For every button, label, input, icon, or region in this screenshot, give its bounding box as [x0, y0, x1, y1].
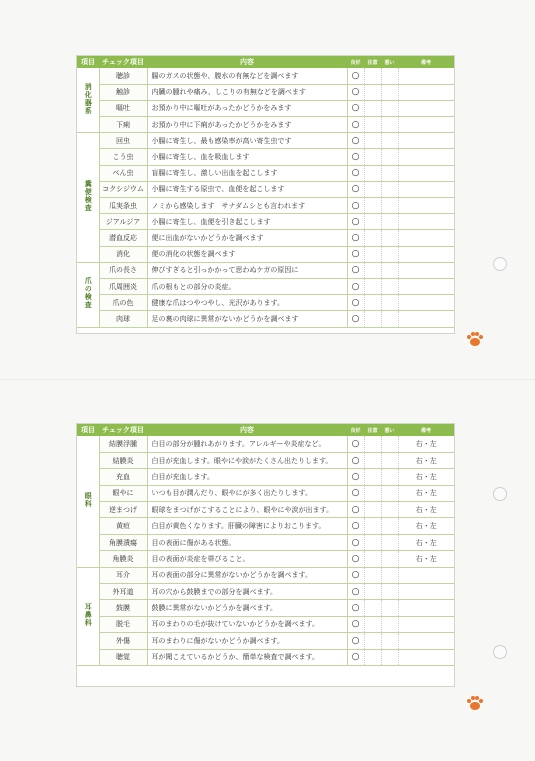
- result-bad-mark[interactable]: [381, 600, 398, 616]
- check-item-label: 外傷: [99, 633, 147, 649]
- remarks-cell[interactable]: 右・左: [398, 452, 454, 468]
- table-row: [77, 567, 454, 583]
- result-good-mark[interactable]: ○: [347, 246, 364, 262]
- result-bad-mark[interactable]: [381, 246, 398, 262]
- result-bad-mark[interactable]: [381, 165, 398, 181]
- header-caution: 注意: [364, 56, 381, 68]
- remarks-cell[interactable]: [398, 133, 454, 149]
- remarks-cell[interactable]: [398, 149, 454, 165]
- category-label: 耳鼻科: [84, 602, 93, 627]
- result-caution-mark[interactable]: [364, 600, 381, 616]
- check-item-description: 伸びすぎると引っかかって思わぬケガの原因に: [147, 262, 347, 278]
- result-good-mark[interactable]: ○: [347, 295, 364, 311]
- remarks-cell[interactable]: [398, 567, 454, 583]
- table-row: [77, 584, 454, 600]
- check-item-label: ジアルジア: [99, 214, 147, 230]
- result-good-mark[interactable]: ○: [347, 649, 364, 665]
- check-item-label: 聴覚: [99, 649, 147, 665]
- check-item-label: 耳介: [99, 567, 147, 583]
- check-item-description: お預かり中に嘔吐があったかどうかをみます: [147, 100, 347, 116]
- result-bad-mark[interactable]: [381, 469, 398, 485]
- result-caution-mark[interactable]: [364, 311, 381, 327]
- remarks-cell[interactable]: [398, 198, 454, 214]
- result-caution-mark[interactable]: [364, 633, 381, 649]
- check-item-description: 耳のまわりの毛が抜けていないかどうかを調べます。: [147, 616, 347, 632]
- result-good-mark[interactable]: ○: [347, 436, 364, 452]
- check-item-description: 便の消化の状態を調べます: [147, 246, 347, 262]
- check-item-description: 白目の部分が腫れあがります。アレルギーや炎症など。: [147, 436, 347, 452]
- remarks-cell[interactable]: [398, 165, 454, 181]
- check-item-label: 肉球: [99, 311, 147, 327]
- check-item-label: 逆まつげ: [99, 502, 147, 518]
- result-bad-mark[interactable]: [381, 567, 398, 583]
- page-fold-line: [0, 379, 535, 380]
- check-item-label: 潜血反応: [99, 230, 147, 246]
- result-bad-mark[interactable]: [381, 84, 398, 100]
- check-item-description: 耳の穴から鼓膜までの部分を調べます。: [147, 584, 347, 600]
- check-item-description: 白目が充血します。: [147, 469, 347, 485]
- check-item-label: 瓜実条虫: [99, 198, 147, 214]
- result-bad-mark[interactable]: [381, 534, 398, 550]
- check-item-description: 耳が聞こえているかどうか、簡単な検査で調べます。: [147, 649, 347, 665]
- check-item-description: 小腸に寄生する原虫で、血便を起こします: [147, 181, 347, 197]
- table-row: [77, 133, 454, 149]
- result-good-mark[interactable]: ○: [347, 133, 364, 149]
- result-good-mark[interactable]: ○: [347, 165, 364, 181]
- result-bad-mark[interactable]: [381, 214, 398, 230]
- check-item-description: 小腸に寄生し、最も感染率が高い寄生虫です: [147, 133, 347, 149]
- check-item-description: お預かり中に下痢があったかどうかをみます: [147, 117, 347, 133]
- header-good: 良好: [347, 424, 364, 436]
- table-row: [77, 149, 454, 165]
- result-caution-mark[interactable]: [364, 469, 381, 485]
- result-caution-mark[interactable]: [364, 198, 381, 214]
- result-bad-mark[interactable]: [381, 311, 398, 327]
- header-content: 内容: [147, 56, 347, 68]
- category-cell: [77, 262, 99, 327]
- result-caution-mark[interactable]: [364, 133, 381, 149]
- remarks-cell[interactable]: [398, 181, 454, 197]
- result-good-mark[interactable]: ○: [347, 633, 364, 649]
- table-row: [77, 485, 454, 501]
- check-item-description: 爪の根もとの部分の炎症。: [147, 278, 347, 294]
- result-bad-mark[interactable]: [381, 616, 398, 632]
- remarks-cell[interactable]: [398, 616, 454, 632]
- header-caution: 注意: [364, 424, 381, 436]
- check-item-description: 腸のガスの状態や、腹水の有無などを調べます: [147, 68, 347, 84]
- check-item-description: 便に出血がないかどうかを調べます: [147, 230, 347, 246]
- result-good-mark[interactable]: ○: [347, 600, 364, 616]
- table-row: [77, 616, 454, 632]
- result-good-mark[interactable]: ○: [347, 100, 364, 116]
- table-row: [77, 68, 454, 84]
- remarks-cell[interactable]: [398, 68, 454, 84]
- check-item-description: 小腸に寄生し、血便を引き起こします: [147, 214, 347, 230]
- check-item-label: 回虫: [99, 133, 147, 149]
- punch-hole: [493, 645, 507, 659]
- remarks-cell[interactable]: [398, 117, 454, 133]
- header-check-item: チェック項目: [99, 424, 147, 436]
- check-item-label: 眼やに: [99, 485, 147, 501]
- table-row: [77, 551, 454, 567]
- result-caution-mark[interactable]: [364, 649, 381, 665]
- check-item-label: 結膜炎: [99, 452, 147, 468]
- remarks-cell[interactable]: [398, 84, 454, 100]
- punch-hole: [493, 487, 507, 501]
- result-good-mark[interactable]: ○: [347, 584, 364, 600]
- result-good-mark[interactable]: ○: [347, 262, 364, 278]
- header-category: 項目: [77, 424, 99, 436]
- header-bad: 悪い: [381, 424, 398, 436]
- check-item-label: 鼓膜: [99, 600, 147, 616]
- result-caution-mark[interactable]: [364, 100, 381, 116]
- check-item-label: 角膜潰瘍: [99, 534, 147, 550]
- result-bad-mark[interactable]: [381, 262, 398, 278]
- table-row: [77, 649, 454, 665]
- check-item-label: 結膜浮腫: [99, 436, 147, 452]
- check-item-description: 鼓膜に異常がないかどうかを調べます。: [147, 600, 347, 616]
- remarks-cell[interactable]: [398, 100, 454, 116]
- result-caution-mark[interactable]: [364, 262, 381, 278]
- remarks-cell[interactable]: [398, 262, 454, 278]
- result-caution-mark[interactable]: [364, 584, 381, 600]
- result-good-mark[interactable]: ○: [347, 534, 364, 550]
- result-caution-mark[interactable]: [364, 436, 381, 452]
- punch-hole: [493, 257, 507, 271]
- result-good-mark[interactable]: ○: [347, 469, 364, 485]
- result-bad-mark[interactable]: [381, 436, 398, 452]
- result-caution-mark[interactable]: [364, 165, 381, 181]
- result-good-mark[interactable]: ○: [347, 214, 364, 230]
- check-item-description: 耳の表面の部分に異常がないかどうかを調べます。: [147, 567, 347, 583]
- result-good-mark[interactable]: ○: [347, 485, 364, 501]
- check-item-label: 爪周囲炎: [99, 278, 147, 294]
- check-item-description: 目の表面に傷がある状態。: [147, 534, 347, 550]
- result-caution-mark[interactable]: [364, 518, 381, 534]
- result-caution-mark[interactable]: [364, 84, 381, 100]
- result-caution-mark[interactable]: [364, 181, 381, 197]
- remarks-cell[interactable]: [398, 278, 454, 294]
- result-bad-mark[interactable]: [381, 68, 398, 84]
- remarks-cell[interactable]: 右・左: [398, 502, 454, 518]
- category-label: 眼科: [84, 491, 93, 508]
- result-good-mark[interactable]: ○: [347, 551, 364, 567]
- check-item-label: 聴診: [99, 68, 147, 84]
- checklist-table-1: [77, 56, 454, 328]
- check-item-label: 角膜炎: [99, 551, 147, 567]
- checklist-table-2: [77, 424, 454, 666]
- result-caution-mark[interactable]: [364, 485, 381, 501]
- result-caution-mark[interactable]: [364, 567, 381, 583]
- header-content: 内容: [147, 424, 347, 436]
- check-item-label: 下痢: [99, 117, 147, 133]
- result-bad-mark[interactable]: [381, 452, 398, 468]
- remarks-cell[interactable]: [398, 600, 454, 616]
- table-row: [77, 117, 454, 133]
- check-item-description: 健康な爪はつやつやし、光沢があります。: [147, 295, 347, 311]
- result-caution-mark[interactable]: [364, 214, 381, 230]
- result-bad-mark[interactable]: [381, 198, 398, 214]
- check-item-label: 触診: [99, 84, 147, 100]
- checklist-sheet-digestive: [76, 55, 455, 334]
- check-item-label: コクシジウム: [99, 181, 147, 197]
- table-row: [77, 165, 454, 181]
- remarks-cell[interactable]: 右・左: [398, 551, 454, 567]
- result-caution-mark[interactable]: [364, 502, 381, 518]
- check-item-description: ノミから感染します サナダムシとも言われます: [147, 198, 347, 214]
- check-item-description: 目の表面が炎症を帯びること。: [147, 551, 347, 567]
- header-remarks: 備考: [398, 424, 454, 436]
- table-header-row: [77, 56, 454, 68]
- check-item-description: 盲腸に寄生し、激しい出血を起こします: [147, 165, 347, 181]
- table-row: [77, 600, 454, 616]
- result-bad-mark[interactable]: [381, 551, 398, 567]
- result-good-mark[interactable]: ○: [347, 198, 364, 214]
- remarks-cell[interactable]: 右・左: [398, 534, 454, 550]
- table-row: [77, 518, 454, 534]
- table-row: [77, 295, 454, 311]
- result-caution-mark[interactable]: [364, 278, 381, 294]
- result-bad-mark[interactable]: [381, 133, 398, 149]
- category-label: 糞便検査: [84, 180, 93, 212]
- result-caution-mark[interactable]: [364, 68, 381, 84]
- result-bad-mark[interactable]: [381, 502, 398, 518]
- result-bad-mark[interactable]: [381, 278, 398, 294]
- check-item-description: 白目が黄色くなります。肝臓の障害によりおこります。: [147, 518, 347, 534]
- remarks-cell[interactable]: 右・左: [398, 518, 454, 534]
- check-item-label: 脱毛: [99, 616, 147, 632]
- header-good: 良好: [347, 56, 364, 68]
- table-row: [77, 311, 454, 327]
- table-row: [77, 181, 454, 197]
- check-item-label: 充血: [99, 469, 147, 485]
- check-item-label: べん虫: [99, 165, 147, 181]
- result-good-mark[interactable]: ○: [347, 117, 364, 133]
- result-good-mark[interactable]: ○: [347, 278, 364, 294]
- check-item-description: 小腸に寄生し、血を吸血します: [147, 149, 347, 165]
- remarks-cell[interactable]: [398, 584, 454, 600]
- category-label: 爪の検査: [84, 277, 93, 310]
- result-caution-mark[interactable]: [364, 230, 381, 246]
- remarks-cell[interactable]: [398, 633, 454, 649]
- result-caution-mark[interactable]: [364, 295, 381, 311]
- header-check-item: チェック項目: [99, 56, 147, 68]
- result-bad-mark[interactable]: [381, 584, 398, 600]
- result-caution-mark[interactable]: [364, 246, 381, 262]
- header-remarks: 備考: [398, 56, 454, 68]
- category-cell: [77, 68, 99, 133]
- result-good-mark[interactable]: ○: [347, 311, 364, 327]
- header-category: 項目: [77, 56, 99, 68]
- result-caution-mark[interactable]: [364, 452, 381, 468]
- remarks-cell[interactable]: 右・左: [398, 469, 454, 485]
- table-row: [77, 633, 454, 649]
- category-cell: [77, 133, 99, 263]
- check-item-label: 外耳道: [99, 584, 147, 600]
- result-bad-mark[interactable]: [381, 518, 398, 534]
- check-item-description: いつも目が潤んだり、眼やにが多く出たりします。: [147, 485, 347, 501]
- check-item-description: 眼球をまつげがこすることにより、眼やにや涙が出ます。: [147, 502, 347, 518]
- result-bad-mark[interactable]: [381, 100, 398, 116]
- result-good-mark[interactable]: ○: [347, 616, 364, 632]
- result-caution-mark[interactable]: [364, 149, 381, 165]
- table-row: [77, 198, 454, 214]
- table-row: [77, 84, 454, 100]
- result-caution-mark[interactable]: [364, 551, 381, 567]
- result-good-mark[interactable]: ○: [347, 502, 364, 518]
- remarks-cell[interactable]: [398, 311, 454, 327]
- category-label: 消化器系: [84, 82, 93, 115]
- check-item-label: 爪の色: [99, 295, 147, 311]
- table-row: [77, 262, 454, 278]
- table-row: [77, 230, 454, 246]
- category-cell: [77, 436, 99, 567]
- result-bad-mark[interactable]: [381, 485, 398, 501]
- result-bad-mark[interactable]: [381, 633, 398, 649]
- result-bad-mark[interactable]: [381, 117, 398, 133]
- checklist-sheet-eye-ear: [76, 423, 455, 687]
- result-caution-mark[interactable]: [364, 117, 381, 133]
- table-row: [77, 214, 454, 230]
- result-good-mark[interactable]: ○: [347, 149, 364, 165]
- remarks-cell[interactable]: [398, 230, 454, 246]
- table-row: [77, 534, 454, 550]
- result-good-mark[interactable]: ○: [347, 518, 364, 534]
- check-item-description: 内臓の腫れや痛み、しこりの有無などを調べます: [147, 84, 347, 100]
- result-caution-mark[interactable]: [364, 534, 381, 550]
- remarks-cell[interactable]: 右・左: [398, 436, 454, 452]
- check-item-label: 消化: [99, 246, 147, 262]
- table-row: [77, 502, 454, 518]
- check-item-description: 足の裏の肉球に異常がないかどうかを調べます: [147, 311, 347, 327]
- check-item-label: こう虫: [99, 149, 147, 165]
- result-good-mark[interactable]: ○: [347, 567, 364, 583]
- table-row: [77, 100, 454, 116]
- remarks-cell[interactable]: [398, 295, 454, 311]
- result-bad-mark[interactable]: [381, 230, 398, 246]
- result-bad-mark[interactable]: [381, 649, 398, 665]
- result-bad-mark[interactable]: [381, 295, 398, 311]
- remarks-cell[interactable]: [398, 214, 454, 230]
- result-bad-mark[interactable]: [381, 181, 398, 197]
- check-item-label: 黄疸: [99, 518, 147, 534]
- remarks-cell[interactable]: [398, 246, 454, 262]
- remarks-cell[interactable]: 右・左: [398, 485, 454, 501]
- header-bad: 悪い: [381, 56, 398, 68]
- check-item-label: 爪の長さ: [99, 262, 147, 278]
- result-good-mark[interactable]: ○: [347, 181, 364, 197]
- check-item-label: 嘔吐: [99, 100, 147, 116]
- check-item-description: 白目が充血します。眼やにや涙がたくさん出たりします。: [147, 452, 347, 468]
- paw-print-icon: [466, 695, 484, 711]
- result-bad-mark[interactable]: [381, 149, 398, 165]
- paw-print-icon: [466, 331, 484, 347]
- category-cell: [77, 567, 99, 665]
- table-row: [77, 278, 454, 294]
- result-good-mark[interactable]: ○: [347, 230, 364, 246]
- result-caution-mark[interactable]: [364, 616, 381, 632]
- result-good-mark[interactable]: ○: [347, 84, 364, 100]
- table-row: [77, 436, 454, 452]
- result-good-mark[interactable]: ○: [347, 68, 364, 84]
- check-item-description: 耳のまわりに傷がないかどうか調べます。: [147, 633, 347, 649]
- result-good-mark[interactable]: ○: [347, 452, 364, 468]
- remarks-cell[interactable]: [398, 649, 454, 665]
- table-row: [77, 469, 454, 485]
- table-header-row: [77, 424, 454, 436]
- table-row: [77, 246, 454, 262]
- table-row: [77, 452, 454, 468]
